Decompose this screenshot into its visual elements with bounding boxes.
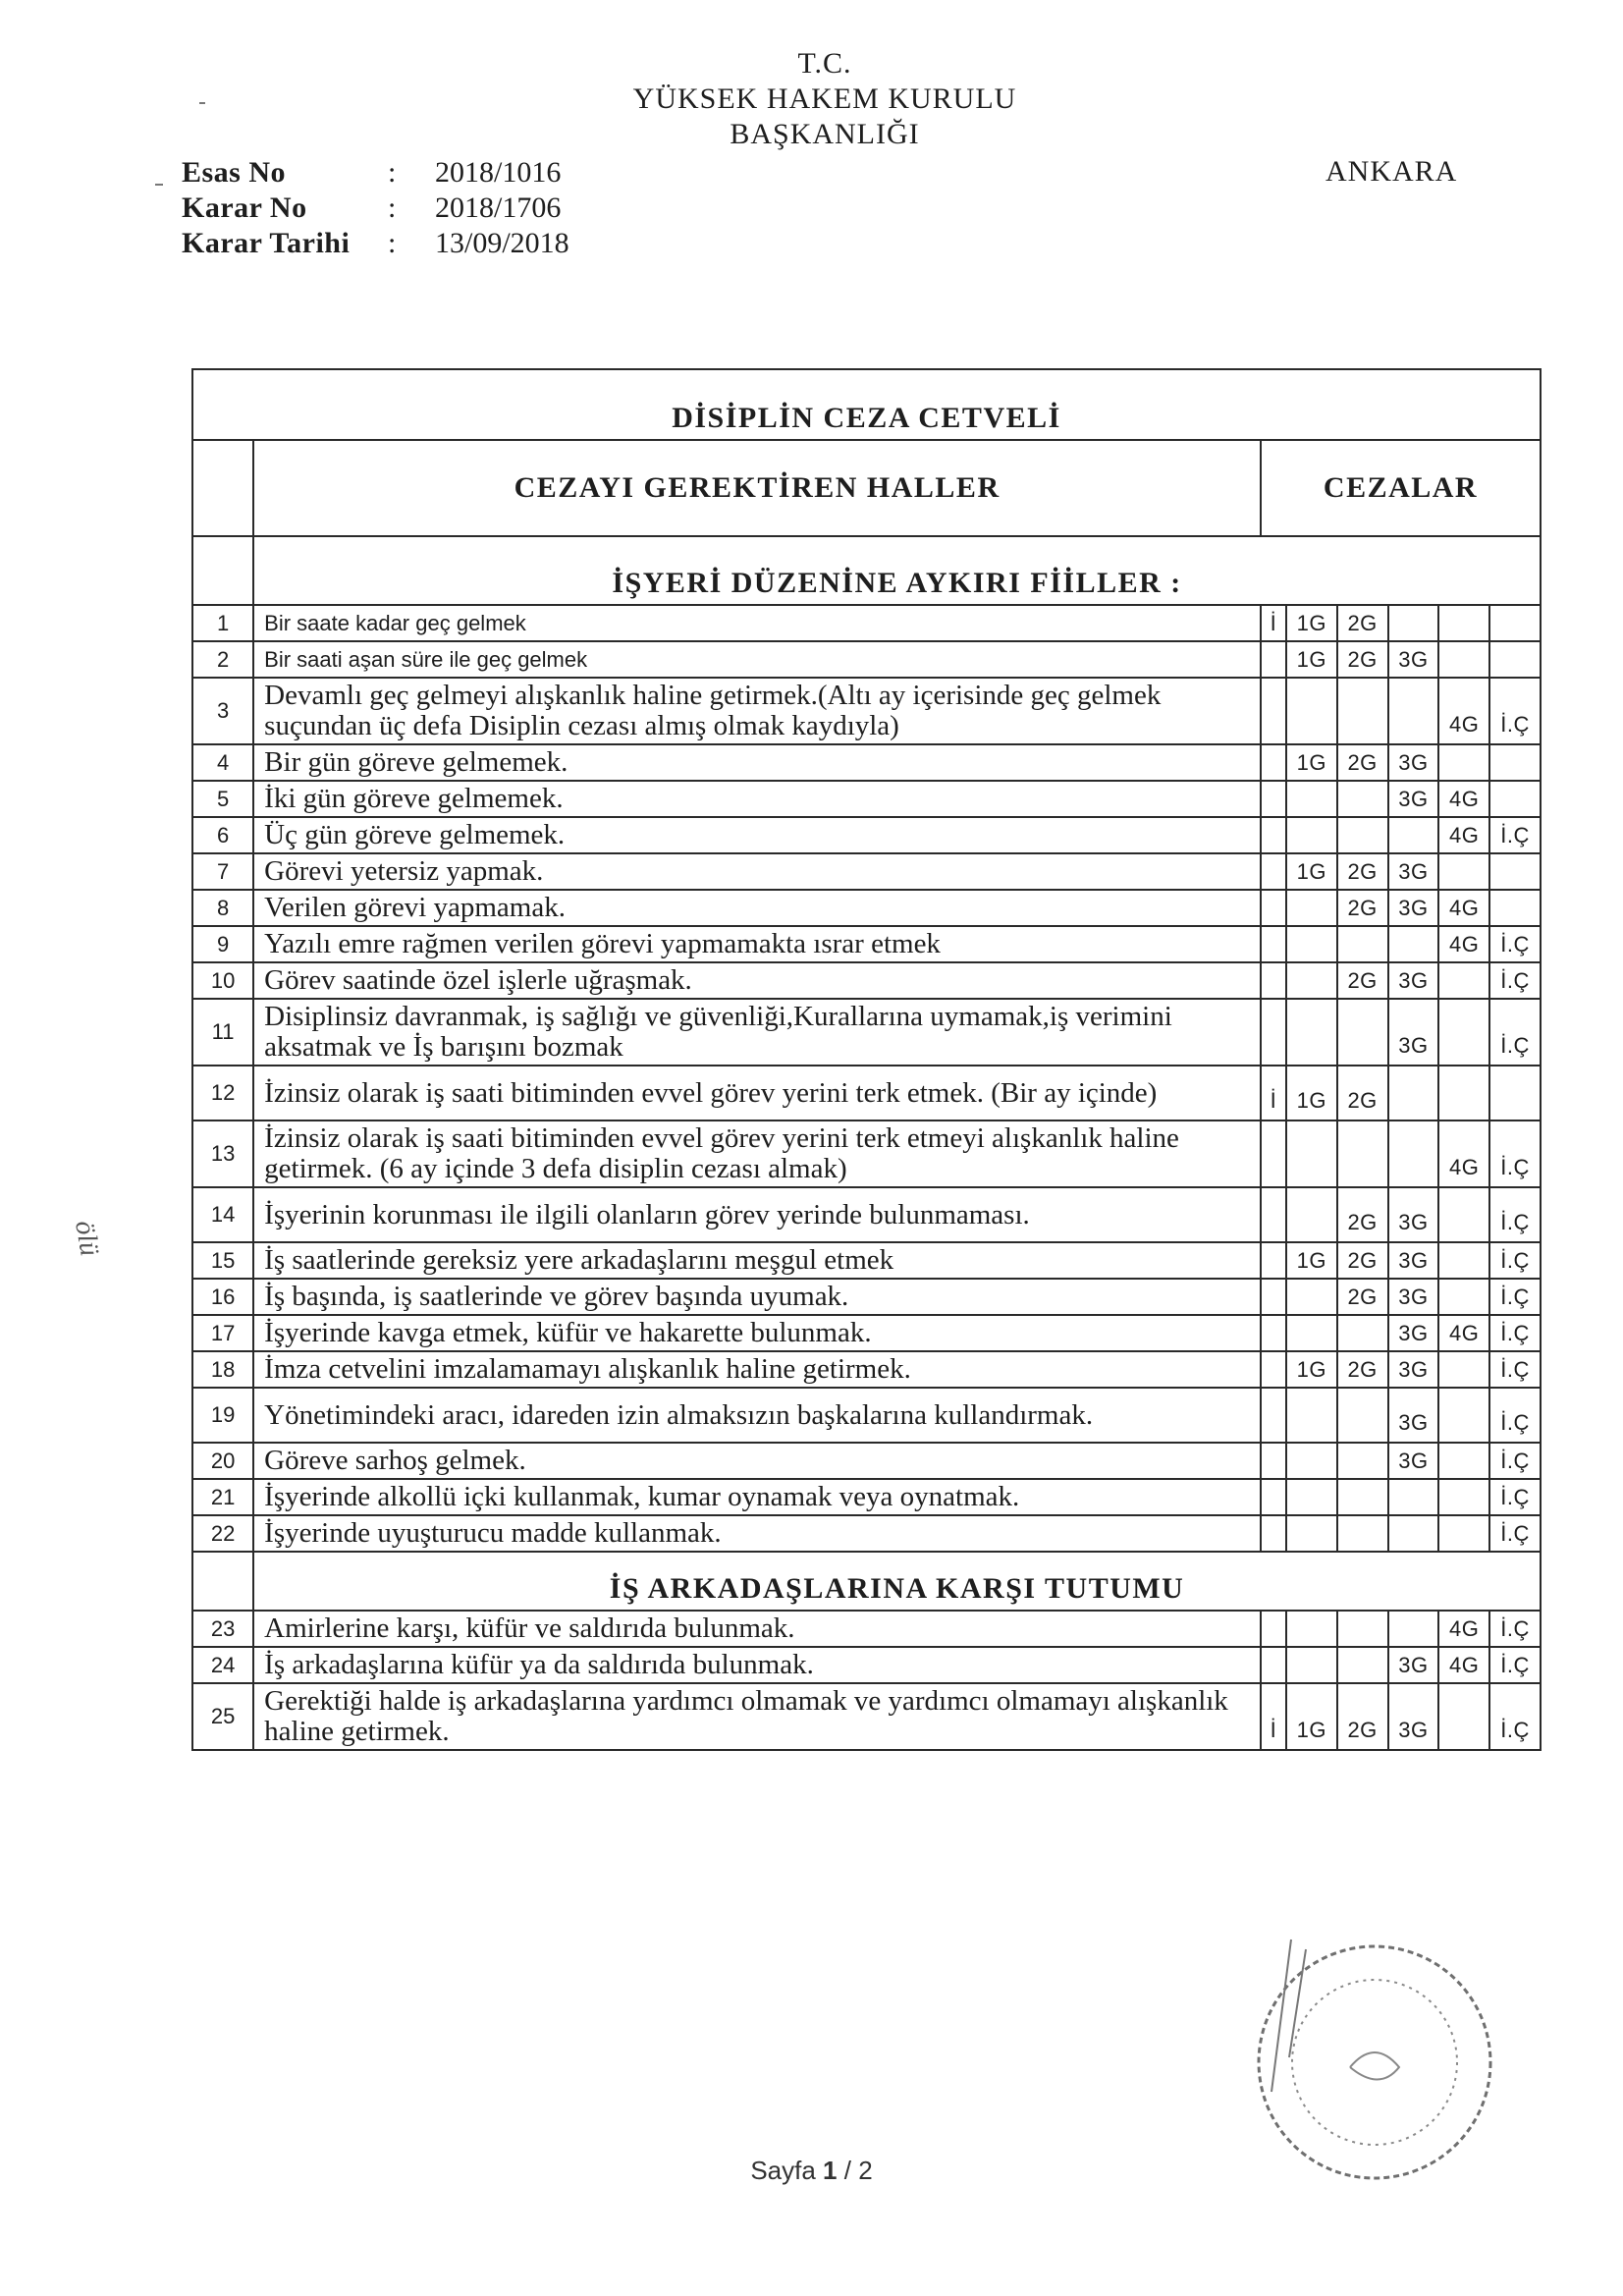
- penalty-cell: [1286, 1121, 1337, 1187]
- row-number: 20: [192, 1443, 253, 1479]
- penalty-cell: 3G: [1388, 1279, 1439, 1315]
- penalty-cell: [1261, 1315, 1286, 1351]
- table-row: [192, 605, 1541, 641]
- penalty-cell: [1337, 1388, 1388, 1443]
- row-number: 24: [192, 1647, 253, 1683]
- penalty-cell: 4G: [1438, 781, 1489, 817]
- penalty-cell: [1388, 926, 1439, 962]
- penalty-cell: [1261, 1611, 1286, 1647]
- penalty-cell: 3G: [1388, 1647, 1439, 1683]
- section-row: [192, 1552, 1541, 1611]
- penalty-cell: [1286, 1279, 1337, 1315]
- penalty-cell: 2G: [1337, 1351, 1388, 1388]
- penalty-cell: [1388, 1066, 1439, 1121]
- offense-description: Amirlerine karşı, küfür ve saldırıda bulunmak.: [253, 1611, 1261, 1647]
- penalty-cell: [1261, 781, 1286, 817]
- penalty-cell: [1337, 1121, 1388, 1187]
- penalty-cell: [1388, 817, 1439, 853]
- penalty-cell: 3G: [1388, 641, 1439, 678]
- penalty-cell: [1261, 1443, 1286, 1479]
- row-number: 1: [192, 605, 253, 641]
- penalty-cell: [1438, 1388, 1489, 1443]
- penalty-cell: 4G: [1438, 890, 1489, 926]
- page-total: 2: [858, 2156, 873, 2185]
- penalty-cell: 3G: [1388, 962, 1439, 999]
- table-row: [192, 1242, 1541, 1279]
- page-indicator: [0, 2156, 1623, 2186]
- penalty-cell: 2G: [1337, 962, 1388, 999]
- penalty-cell: 3G: [1388, 1315, 1439, 1351]
- penalty-cell: [1388, 1479, 1439, 1515]
- penalty-cell: 2G: [1337, 1683, 1388, 1750]
- penalty-cell: 2G: [1337, 641, 1388, 678]
- row-number: 11: [192, 999, 253, 1066]
- penalty-cell: 4G: [1438, 1121, 1489, 1187]
- penalty-cell: [1438, 605, 1489, 641]
- penalty-cell: İ.Ç: [1489, 1121, 1541, 1187]
- penalty-cell: [1489, 781, 1541, 817]
- penalty-cell: [1286, 890, 1337, 926]
- penalty-cell: [1261, 678, 1286, 744]
- penalty-cell: [1286, 1388, 1337, 1443]
- penalty-cell: [1438, 744, 1489, 781]
- penalty-cell: [1337, 999, 1388, 1066]
- penalty-cell: 1G: [1286, 1242, 1337, 1279]
- penalty-cell: [1261, 962, 1286, 999]
- penalty-cell: [1261, 926, 1286, 962]
- penalty-cell: İ: [1261, 605, 1286, 641]
- meta-colon: :: [388, 227, 397, 259]
- offense-description: Disiplinsiz davranmak, iş sağlığı ve güvenliği,Kurallarına uymamak,iş verimini aksatmak ve İş barışını bozmak: [253, 999, 1261, 1066]
- offense-description: İzinsiz olarak iş saati bitiminden evvel görev yerini terk etmek. (Bir ay içinde): [253, 1066, 1261, 1121]
- table-row: [192, 926, 1541, 962]
- table-row: [192, 1479, 1541, 1515]
- penalty-cell: [1337, 1315, 1388, 1351]
- penalty-cell: [1286, 1515, 1337, 1552]
- penalty-cell: 2G: [1337, 890, 1388, 926]
- penalty-cell: İ.Ç: [1489, 817, 1541, 853]
- meta-row: [182, 155, 569, 191]
- offense-description: İşyerinde alkollü içki kullanmak, kumar oynamak veya oynatmak.: [253, 1479, 1261, 1515]
- offense-description: İşyerinde uyuşturucu madde kullanmak.: [253, 1515, 1261, 1552]
- penalty-cell: [1286, 1443, 1337, 1479]
- penalty-cell: 2G: [1337, 1066, 1388, 1121]
- penalty-cell: İ: [1261, 1683, 1286, 1750]
- scan-speck: [199, 102, 205, 104]
- penalty-cell: [1388, 605, 1439, 641]
- row-number: 6: [192, 817, 253, 853]
- meta-label: Karar Tarihi: [182, 227, 351, 259]
- table-row: [192, 1121, 1541, 1187]
- penalty-cell: 1G: [1286, 853, 1337, 890]
- row-number: 17: [192, 1315, 253, 1351]
- table-row: [192, 1443, 1541, 1479]
- penalty-cell: [1489, 890, 1541, 926]
- penalty-cell: [1388, 678, 1439, 744]
- offense-description: İş arkadaşlarına küfür ya da saldırıda bulunmak.: [253, 1647, 1261, 1683]
- table-row: [192, 1315, 1541, 1351]
- row-number: 23: [192, 1611, 253, 1647]
- penalty-cell: İ.Ç: [1489, 678, 1541, 744]
- table-row: [192, 1515, 1541, 1552]
- penalty-cell: [1261, 1479, 1286, 1515]
- offense-description: Verilen görevi yapmamak.: [253, 890, 1261, 926]
- offense-description: Bir saate kadar geç gelmek: [253, 605, 1261, 641]
- penalty-cell: 1G: [1286, 1351, 1337, 1388]
- penalty-cell: [1337, 926, 1388, 962]
- penalty-cell: İ.Ç: [1489, 1647, 1541, 1683]
- section-empty-cell: [192, 536, 253, 605]
- penalty-cell: [1438, 1479, 1489, 1515]
- penalty-cell: [1438, 641, 1489, 678]
- penalty-cell: [1388, 1515, 1439, 1552]
- offense-description: İzinsiz olarak iş saati bitiminden evvel görev yerini terk etmeyi alışkanlık haline getirmek. (6 ay içinde 3 defa disiplin cezası almak): [253, 1121, 1261, 1187]
- penalty-cell: [1261, 1388, 1286, 1443]
- penalty-cell: [1438, 1683, 1489, 1750]
- penalty-cell: [1489, 641, 1541, 678]
- penalty-cell: [1286, 1611, 1337, 1647]
- table-row: [192, 678, 1541, 744]
- penalty-cell: [1388, 1611, 1439, 1647]
- page-label: Sayfa: [750, 2156, 816, 2185]
- table-row: [192, 1388, 1541, 1443]
- row-number: 21: [192, 1479, 253, 1515]
- table-row: [192, 1279, 1541, 1315]
- penalty-cell: 4G: [1438, 1315, 1489, 1351]
- penalty-cell: [1337, 1647, 1388, 1683]
- penalty-cell: [1438, 853, 1489, 890]
- penalty-cell: [1388, 1121, 1439, 1187]
- row-number: 10: [192, 962, 253, 999]
- penalty-cell: [1261, 1279, 1286, 1315]
- penalty-cell: 3G: [1388, 890, 1439, 926]
- penalty-cell: [1438, 1187, 1489, 1242]
- table-row: [192, 999, 1541, 1066]
- table-row: [192, 1187, 1541, 1242]
- penalty-cell: [1261, 641, 1286, 678]
- penalty-cell: [1261, 817, 1286, 853]
- offense-description: Üç gün göreve gelmemek.: [253, 817, 1261, 853]
- penalty-cell: [1286, 1479, 1337, 1515]
- penalty-cell: [1438, 1443, 1489, 1479]
- meta-value: 13/09/2018: [435, 227, 569, 259]
- row-number: 3: [192, 678, 253, 744]
- penalty-cell: İ.Ç: [1489, 999, 1541, 1066]
- offense-description: İmza cetvelini imzalamamayı alışkanlık haline getirmek.: [253, 1351, 1261, 1388]
- penalty-cell: [1286, 817, 1337, 853]
- row-number: 19: [192, 1388, 253, 1443]
- header-institution: YÜKSEK HAKEM KURULU: [632, 82, 1017, 115]
- penalty-cell: 2G: [1337, 1242, 1388, 1279]
- scan-speck: [155, 184, 163, 186]
- section-title-workplace: İŞYERİ DÜZENİNE AYKIRI FİİLLER :: [253, 536, 1541, 605]
- offense-description: Gerektiği halde iş arkadaşlarına yardımcı olmamak ve yardımcı olmamayı alışkanlık haline getirmek.: [253, 1683, 1261, 1750]
- penalty-cell: [1261, 890, 1286, 926]
- section-empty-cell: [192, 1552, 253, 1611]
- decision-meta: [182, 155, 569, 261]
- penalty-cell: İ.Ç: [1489, 1351, 1541, 1388]
- penalty-cell: 4G: [1438, 1647, 1489, 1683]
- offense-description: İş başında, iş saatlerinde ve görev başında uyumak.: [253, 1279, 1261, 1315]
- penalty-cell: 3G: [1388, 1388, 1439, 1443]
- penalty-cell: 4G: [1438, 1611, 1489, 1647]
- row-number: 13: [192, 1121, 253, 1187]
- header-empty-cell: [192, 440, 253, 536]
- discipline-penalty-table: [191, 368, 1542, 1751]
- meta-label: Esas No: [182, 156, 287, 189]
- penalty-cell: 4G: [1438, 678, 1489, 744]
- penalty-cell: 1G: [1286, 1066, 1337, 1121]
- offense-description: Yönetimindeki aracı, idareden izin almaksızın başkalarına kullandırmak.: [253, 1388, 1261, 1443]
- offense-description: Yazılı emre rağmen verilen görevi yapmamakta ısrar etmek: [253, 926, 1261, 962]
- offense-description: Görev saatinde özel işlerle uğraşmak.: [253, 962, 1261, 999]
- penalty-cell: İ.Ç: [1489, 1388, 1541, 1443]
- row-number: 18: [192, 1351, 253, 1388]
- penalty-cell: [1438, 1066, 1489, 1121]
- penalty-cell: [1438, 962, 1489, 999]
- penalty-cell: [1286, 1647, 1337, 1683]
- penalty-cell: [1489, 853, 1541, 890]
- penalty-cell: 1G: [1286, 744, 1337, 781]
- table-row: [192, 781, 1541, 817]
- table-row: [192, 1683, 1541, 1750]
- penalty-cell: [1286, 962, 1337, 999]
- city-label: ANKARA: [1325, 155, 1458, 188]
- row-number: 22: [192, 1515, 253, 1552]
- penalty-cell: [1261, 1242, 1286, 1279]
- page-current: 1: [823, 2156, 838, 2185]
- penalty-cell: İ.Ç: [1489, 1187, 1541, 1242]
- penalty-cell: [1286, 678, 1337, 744]
- row-number: 7: [192, 853, 253, 890]
- row-number: 2: [192, 641, 253, 678]
- table-row: [192, 1351, 1541, 1388]
- penalty-cell: İ.Ç: [1489, 962, 1541, 999]
- offense-description: İşyerinde kavga etmek, küfür ve hakarette bulunmak.: [253, 1315, 1261, 1351]
- penalty-cell: İ.Ç: [1489, 1611, 1541, 1647]
- penalty-cell: İ.Ç: [1489, 1479, 1541, 1515]
- page-separator: /: [843, 2156, 851, 2185]
- row-number: 5: [192, 781, 253, 817]
- table-row: [192, 817, 1541, 853]
- penalty-cell: 3G: [1388, 1443, 1439, 1479]
- penalty-cell: [1261, 1351, 1286, 1388]
- margin-handwriting: ölü: [69, 1218, 105, 1259]
- penalty-cell: 2G: [1337, 1279, 1388, 1315]
- row-number: 25: [192, 1683, 253, 1750]
- table-row: [192, 890, 1541, 926]
- penalty-cell: [1438, 1351, 1489, 1388]
- penalty-cell: [1438, 1279, 1489, 1315]
- column-header-haller: CEZAYI GEREKTİREN HALLER: [253, 440, 1261, 536]
- offense-description: Görevi yetersiz yapmak.: [253, 853, 1261, 890]
- penalty-cell: [1489, 1066, 1541, 1121]
- penalty-cell: 2G: [1337, 853, 1388, 890]
- penalty-cell: 3G: [1388, 1351, 1439, 1388]
- meta-row: [182, 191, 569, 226]
- penalty-cell: [1286, 999, 1337, 1066]
- penalty-cell: 3G: [1388, 853, 1439, 890]
- meta-colon: :: [388, 156, 397, 189]
- penalty-cell: 3G: [1388, 1187, 1439, 1242]
- meta-value: 2018/1016: [435, 156, 562, 189]
- offense-description: İki gün göreve gelmemek.: [253, 781, 1261, 817]
- penalty-cell: İ.Ç: [1489, 1242, 1541, 1279]
- penalty-cell: [1337, 678, 1388, 744]
- penalty-cell: [1261, 1121, 1286, 1187]
- penalty-cell: [1337, 817, 1388, 853]
- penalty-cell: [1261, 1187, 1286, 1242]
- penalty-cell: [1337, 1443, 1388, 1479]
- penalty-cell: 2G: [1337, 1187, 1388, 1242]
- offense-description: İş saatlerinde gereksiz yere arkadaşlarını meşgul etmek: [253, 1242, 1261, 1279]
- row-number: 9: [192, 926, 253, 962]
- penalty-cell: [1337, 781, 1388, 817]
- row-number: 12: [192, 1066, 253, 1121]
- offense-description: Bir gün göreve gelmemek.: [253, 744, 1261, 781]
- penalty-cell: [1438, 1515, 1489, 1552]
- row-number: 14: [192, 1187, 253, 1242]
- penalty-cell: İ.Ç: [1489, 1683, 1541, 1750]
- penalty-cell: 4G: [1438, 817, 1489, 853]
- row-number: 8: [192, 890, 253, 926]
- penalty-cell: 1G: [1286, 641, 1337, 678]
- table-row: [192, 962, 1541, 999]
- table-row: [192, 1611, 1541, 1647]
- penalty-cell: İ.Ç: [1489, 1279, 1541, 1315]
- penalty-cell: [1261, 1647, 1286, 1683]
- penalty-cell: [1286, 1315, 1337, 1351]
- penalty-cell: [1337, 1611, 1388, 1647]
- penalty-cell: 3G: [1388, 999, 1439, 1066]
- penalty-cell: [1286, 926, 1337, 962]
- penalty-cell: [1438, 999, 1489, 1066]
- table-row: [192, 641, 1541, 678]
- penalty-cell: İ.Ç: [1489, 926, 1541, 962]
- penalty-cell: 3G: [1388, 781, 1439, 817]
- table-row: [192, 1066, 1541, 1121]
- offense-description: Göreve sarhoş gelmek.: [253, 1443, 1261, 1479]
- penalty-cell: [1438, 1242, 1489, 1279]
- penalty-cell: [1261, 853, 1286, 890]
- section-title-colleagues: İŞ ARKADAŞLARINA KARŞI TUTUMU: [253, 1552, 1541, 1611]
- penalty-cell: 3G: [1388, 1683, 1439, 1750]
- penalty-cell: İ.Ç: [1489, 1315, 1541, 1351]
- penalty-cell: 3G: [1388, 744, 1439, 781]
- offense-description: Bir saati aşan süre ile geç gelmek: [253, 641, 1261, 678]
- penalty-cell: [1489, 744, 1541, 781]
- table-row: [192, 1647, 1541, 1683]
- row-number: 4: [192, 744, 253, 781]
- penalty-cell: 1G: [1286, 605, 1337, 641]
- row-number: 15: [192, 1242, 253, 1279]
- meta-row: [182, 226, 569, 261]
- column-header-cezalar: CEZALAR: [1261, 440, 1541, 536]
- header-presidency: BAŞKANLIĞI: [730, 118, 920, 150]
- penalty-cell: [1337, 1515, 1388, 1552]
- penalty-cell: İ.Ç: [1489, 1443, 1541, 1479]
- penalty-cell: [1286, 1187, 1337, 1242]
- meta-label: Karar No: [182, 191, 307, 224]
- penalty-cell: 2G: [1337, 744, 1388, 781]
- penalty-cell: [1489, 605, 1541, 641]
- offense-description: Devamlı geç gelmeyi alışkanlık haline getirmek.(Altı ay içerisinde geç gelmek suçundan üç defa Disiplin cezası almış olmak kaydıyla): [253, 678, 1261, 744]
- offense-description: İşyerinin korunması ile ilgili olanların görev yerinde bulunmaması.: [253, 1187, 1261, 1242]
- penalty-cell: İ.Ç: [1489, 1515, 1541, 1552]
- penalty-cell: [1337, 1479, 1388, 1515]
- table-row: [192, 744, 1541, 781]
- penalty-cell: [1286, 781, 1337, 817]
- header-tc: T.C.: [797, 47, 852, 80]
- penalty-cell: [1261, 744, 1286, 781]
- penalty-cell: 2G: [1337, 605, 1388, 641]
- penalty-cell: 3G: [1388, 1242, 1439, 1279]
- penalty-cell: [1261, 999, 1286, 1066]
- penalty-cell: 1G: [1286, 1683, 1337, 1750]
- meta-value: 2018/1706: [435, 191, 562, 224]
- row-number: 16: [192, 1279, 253, 1315]
- table-title: DİSİPLİN CEZA CETVELİ: [192, 369, 1541, 440]
- meta-colon: :: [388, 191, 397, 224]
- penalty-cell: İ: [1261, 1066, 1286, 1121]
- table-row: [192, 853, 1541, 890]
- penalty-cell: [1261, 1515, 1286, 1552]
- penalty-cell: 4G: [1438, 926, 1489, 962]
